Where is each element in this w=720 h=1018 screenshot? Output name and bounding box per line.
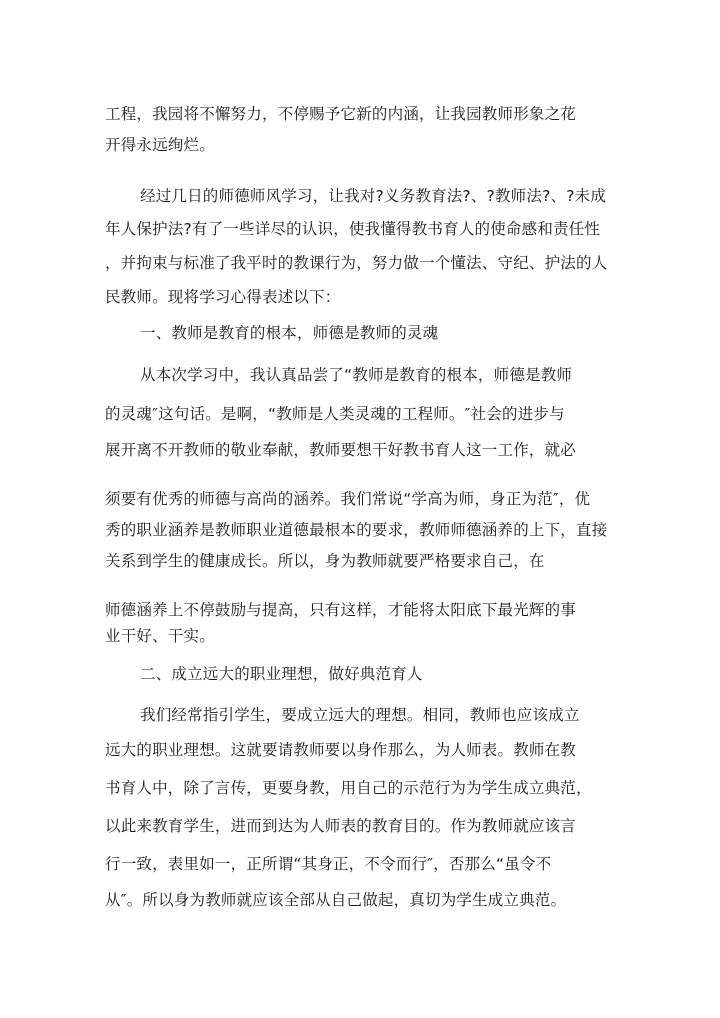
text-line: 工程，我园将不懈努力，不停赐予它新的内涵，让我园教师形象之花 bbox=[105, 105, 577, 123]
section-heading: 一、教师是教育的根本，师德是教师的灵魂 bbox=[140, 324, 439, 342]
section-heading: 二、成立远大的职业理想，做好典范育人 bbox=[140, 665, 423, 683]
text-line: 年人保护法?有了一些详尽的认识，使我懂得教书育人的使命感和责任性 bbox=[105, 220, 601, 238]
text-line: ，并拘束与标准了我平时的教课行为，努力做一个懂法、守纪、护法的人 bbox=[105, 254, 608, 272]
text-line: 须要有优秀的师德与高尚的涵养。我们常说“学高为师，身正为范″，优 bbox=[105, 490, 591, 508]
text-line: 书育人中，除了言传，更要身教，用自己的示范行为为学生成立典范， bbox=[105, 779, 592, 797]
text-line: 远大的职业理想。这就要请教师要以身作那么，为人师表。教师在教 bbox=[105, 741, 577, 759]
text-line: 以此来教育学生，进而到达为人师表的教育目的。作为教师就应该言 bbox=[105, 817, 577, 835]
text-line: 关系到学生的健康成长。所以，身为教师就要严格要求自己，在 bbox=[105, 552, 545, 570]
text-line: 的灵魂″这句话。是啊，“教师是人类灵魂的工程师。″社会的进步与 bbox=[105, 405, 565, 423]
text-line: 从″。所以身为教师就应该全部从自己做起，真切为学生成立典范。 bbox=[105, 891, 567, 909]
text-line: 开得永远绚烂。 bbox=[105, 136, 215, 154]
text-line: 秀的职业涵养是教师职业道德最根本的要求，教师师德涵养的上下，直接 bbox=[105, 521, 608, 539]
text-line: 师德涵养上不停鼓励与提高，只有这样，才能将太阳底下最光辉的事 bbox=[105, 601, 577, 619]
text-line: 展开离不开教师的敬业奉献，教师要想干好教书育人这一工作，就必 bbox=[105, 441, 577, 459]
text-line: 行一致，表里如一，正所谓“其身正，不令而行″，否那么“虽令不 bbox=[105, 855, 552, 873]
text-line: 民教师。现将学习心得表述以下： bbox=[105, 288, 341, 306]
text-line: 我们经常指引学生，要成立远大的理想。相同，教师也应该成立 bbox=[140, 706, 580, 724]
text-line: 经过几日的师德师风学习，让我对?义务教育法?、?教师法?、?未成 bbox=[140, 187, 607, 205]
text-line: 业干好、干实。 bbox=[105, 627, 215, 645]
text-line: 从本次学习中，我认真品尝了“教师是教育的根本，师德是教师 bbox=[140, 366, 573, 384]
